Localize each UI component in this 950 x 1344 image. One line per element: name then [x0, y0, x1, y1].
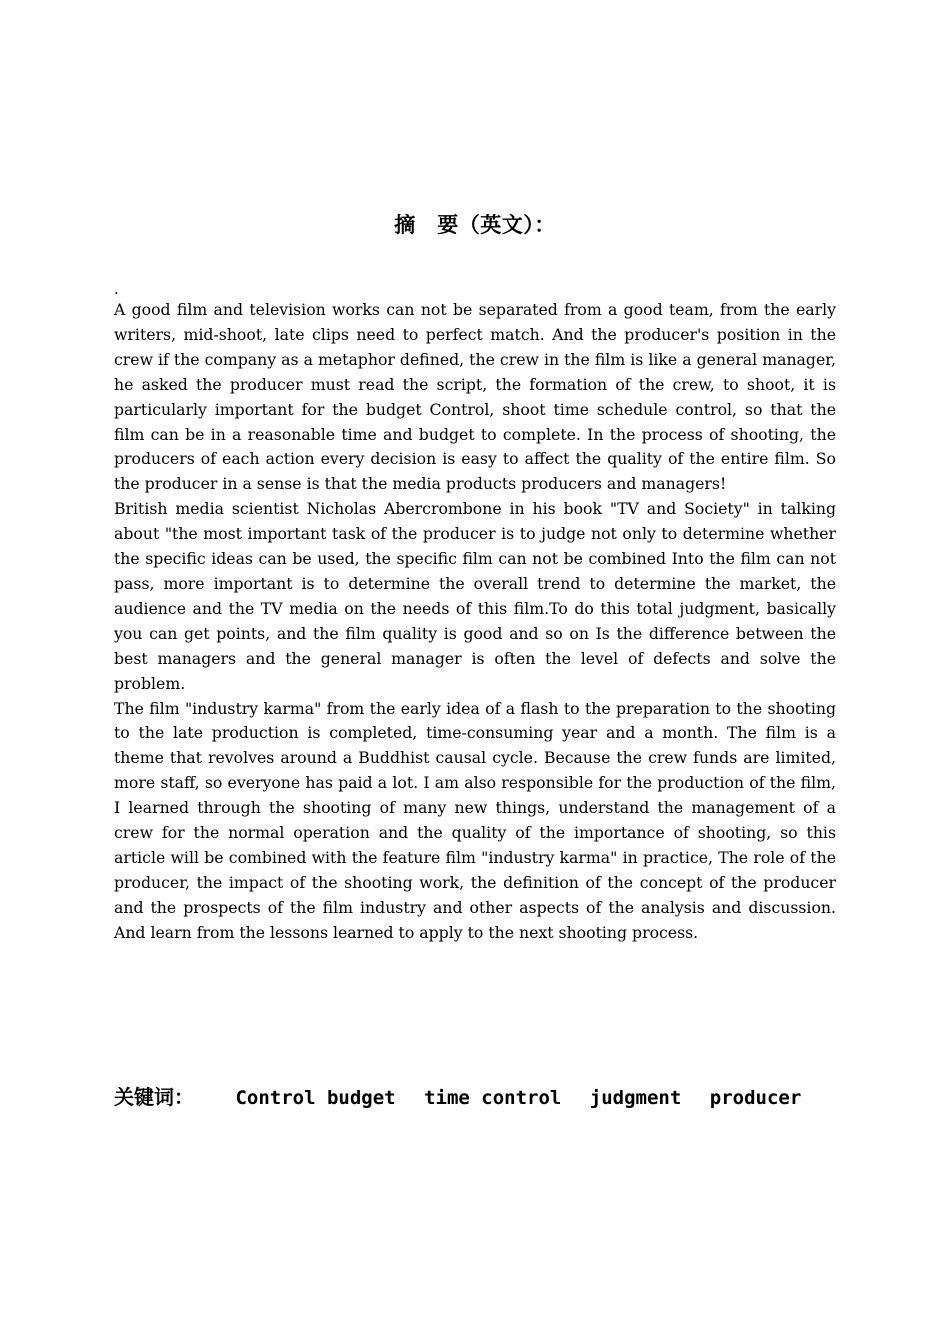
paragraph-marker: .	[114, 280, 119, 298]
abstract-body	[114, 298, 836, 946]
abstract-paragraph-1: A good film and television works can not be separated from a good team, from the early writers, mid-shoot, late clips need to perfect match. And the producer's position in the crew if the company as a metaphor defined, the crew in the film is like a general manager, he asked the producer must read the script, the formation of the crew, to shoot, it is particularly important for the budget Control, shoot time schedule control, so that the film can be in a reasonable time and budget to complete. In the process of shooting, the producers of each action every decision is easy to affect the quality of the entire film. So the producer in a sense is that the media products producers and managers!	[114, 300, 836, 494]
keywords-label: 关键词：	[114, 1085, 194, 1109]
keyword-2: time control	[424, 1087, 562, 1109]
abstract-paragraph-3: The film "industry karma" from the early idea of a flash to the preparation to the shooting to the late production is completed, time-consuming year and a month. The film is a theme that revolves around a Buddhist causal cycle. Because the crew funds are limited, more staff, so everyone has paid a lot. I am also responsible for the production of the film, I learned through the shooting of many new things, understand the management of a crew for the normal operation and the quality of the importance of shooting, so this article will be combined with the feature film "industry karma" in practice, The role of the producer, the impact of the shooting work, the definition of the concept of the producer and the prospects of the film industry and other aspects of the analysis and discussion. And learn from the lessons learned to apply to the next shooting process.	[114, 698, 836, 942]
abstract-title: 摘 要（英文）：	[394, 213, 556, 237]
keywords-line	[114, 1083, 874, 1112]
keyword-1: Control budget	[235, 1087, 396, 1109]
keyword-4: producer	[709, 1087, 802, 1109]
abstract-paragraph-2: British media scientist Nicholas Abercrombone in his book "TV and Society" in talking about "the most important task of the producer is to judge not only to determine whether the specific ideas can be used, the specific film can not be combined Into the film can not pass, more important is to determine the overall trend to determine the market, the audience and the TV media on the needs of this film.To do this total judgment, basically you can get points, and the film quality is good and so on Is the difference between the best managers and the general manager is often the level of defects and solve the problem.	[114, 499, 836, 693]
keyword-3: judgment	[589, 1087, 682, 1109]
